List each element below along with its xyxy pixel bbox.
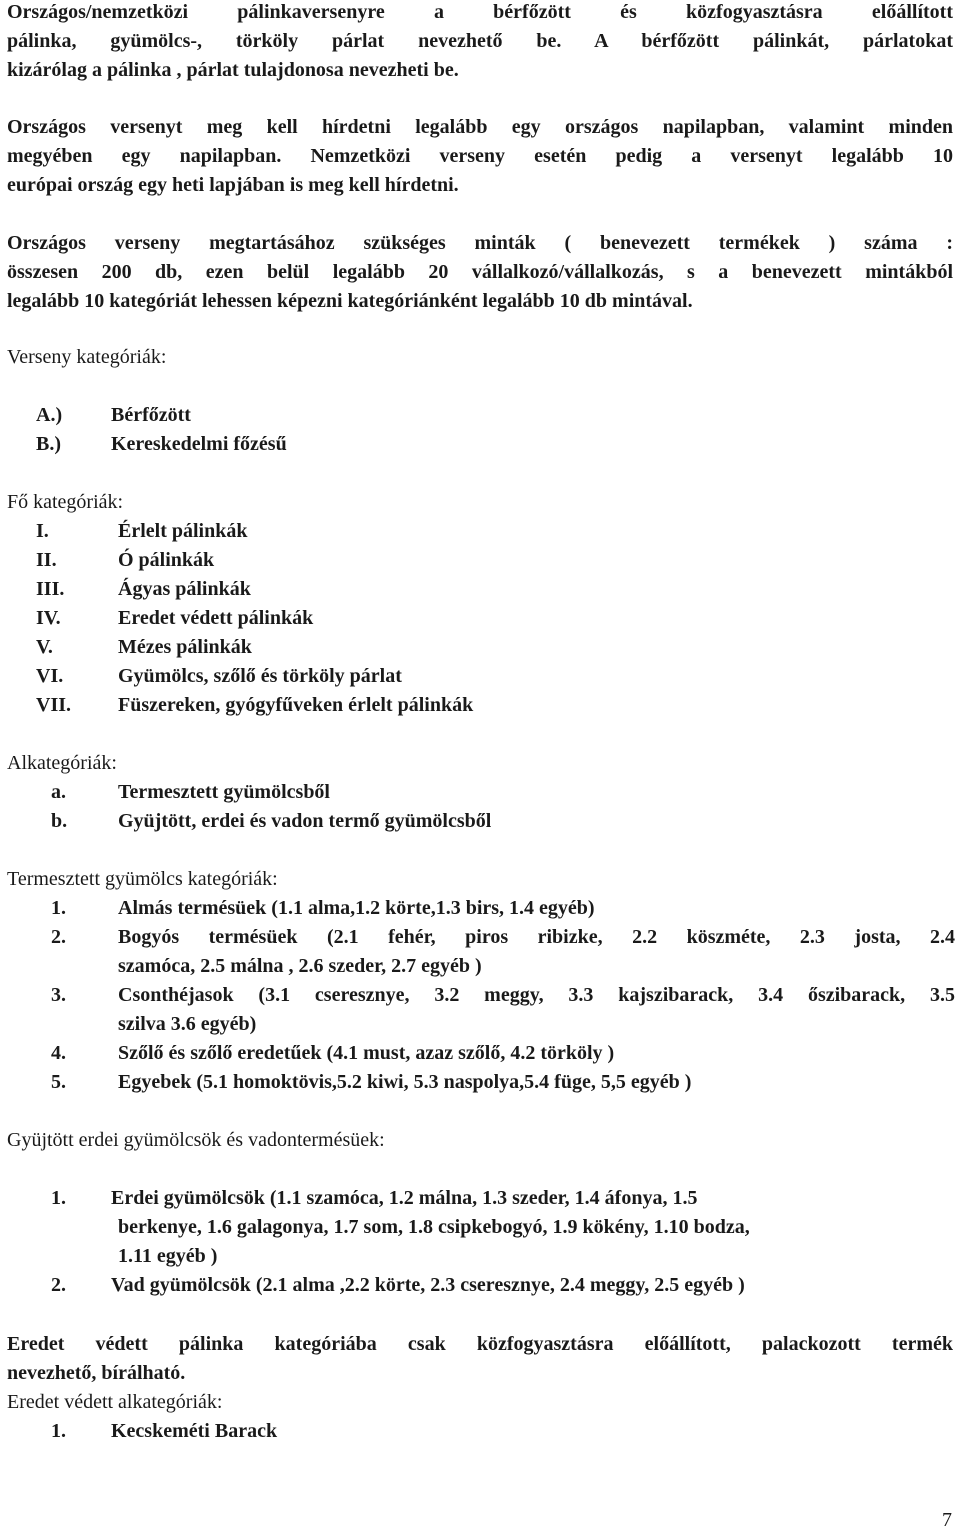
paragraph-line: Országos versenyt meg kell hírdetni legalább egy országos napilapban, valamint minden — [7, 116, 953, 138]
list-item-label: VII. — [36, 694, 72, 716]
list-item-label: III. — [36, 578, 65, 600]
list-item-label: 1. — [51, 897, 66, 919]
section-heading: Eredet védett alkategóriák: — [7, 1391, 223, 1413]
list-item-label: 5. — [51, 1071, 66, 1093]
list-item-label: I. — [36, 520, 49, 542]
paragraph-line: kizárólag a pálinka , párlat tulajdonosa nevezheti be. — [7, 59, 459, 81]
list-item-text: Kecskeméti Barack — [111, 1420, 278, 1442]
list-item-text: Ó pálinkák — [118, 549, 215, 571]
list-item-text: Eredet védett pálinkák — [118, 607, 314, 629]
list-item-label: b. — [51, 810, 68, 832]
list-item-label: 1. — [51, 1187, 66, 1209]
paragraph-line: legalább 10 kategóriát lehessen képezni kategóriánként legalább 10 db mintával. — [7, 290, 693, 312]
paragraph-line: Eredet védett pálinka kategóriába csak közfogyasztásra előállított, palackozott termék — [7, 1333, 953, 1355]
list-item-label: B.) — [36, 433, 61, 455]
section-heading: Verseny kategóriák: — [7, 346, 167, 368]
list-item-text: Kereskedelmi főzésű — [111, 433, 287, 455]
list-item-text: Szőlő és szőlő eredetűek (4.1 must, azaz szőlő, 4.2 törköly ) — [118, 1042, 615, 1064]
section-heading: Gyüjtött erdei gyümölcsök és vadontermésüek: — [7, 1129, 385, 1151]
paragraph-line: Országos verseny megtartásához szükséges minták ( benevezett termékek ) száma : — [7, 232, 953, 254]
list-item-text: Gyümölcs, szőlő és törköly párlat — [118, 665, 402, 687]
list-item-text: Ágyas pálinkák — [118, 578, 251, 600]
section-heading: Fő kategóriák: — [7, 491, 124, 513]
list-item-text: Füszereken, gyógyfűveken érlelt pálinkák — [118, 694, 474, 716]
list-item-text: Almás termésüek (1.1 alma,1.2 körte,1.3 birs, 1.4 egyéb) — [118, 897, 595, 919]
section-heading: Termesztett gyümölcs kategóriák: — [7, 868, 278, 890]
list-item-text: berkenye, 1.6 galagonya, 1.7 som, 1.8 csipkebogyó, 1.9 kökény, 1.10 bodza, — [118, 1216, 750, 1238]
page-number: 7 — [942, 1509, 952, 1531]
list-item-label: V. — [36, 636, 53, 658]
list-item-text: Vad gyümölcsök (2.1 alma ,2.2 körte, 2.3 cseresznye, 2.4 meggy, 2.5 egyéb ) — [111, 1274, 745, 1296]
list-item-text: Érlelt pálinkák — [118, 520, 248, 542]
paragraph-line: megyében egy napilapban. Nemzetközi verseny esetén pedig a versenyt legalább 10 — [7, 145, 953, 167]
list-item-label: 3. — [51, 984, 66, 1006]
list-item-text: Egyebek (5.1 homoktövis,5.2 kiwi, 5.3 naspolya,5.4 füge, 5,5 egyéb ) — [118, 1071, 692, 1093]
list-item-label: 1. — [51, 1420, 66, 1442]
list-item-text: Csonthéjasok (3.1 cseresznye, 3.2 meggy, 3.3 kajszibarack, 3.4 őszibarack, 3.5 — [118, 984, 955, 1006]
list-item-text: Bérfőzött — [111, 404, 191, 426]
paragraph-line: nevezhető, bírálható. — [7, 1362, 186, 1384]
list-item-text: Erdei gyümölcsök (1.1 szamóca, 1.2 málna, 1.3 szeder, 1.4 áfonya, 1.5 — [111, 1187, 698, 1209]
paragraph-line: európai ország egy heti lapjában is meg kell hírdetni. — [7, 174, 459, 196]
list-item-text: szamóca, 2.5 málna , 2.6 szeder, 2.7 egyéb ) — [118, 955, 482, 977]
paragraph-line: Országos/nemzetközi pálinkaversenyre a bérfőzött és közfogyasztásra előállított — [7, 1, 953, 23]
list-item-text: Gyüjtött, erdei és vadon termő gyümölcsből — [118, 810, 492, 832]
list-item-label: 4. — [51, 1042, 66, 1064]
list-item-text: szilva 3.6 egyéb) — [118, 1013, 257, 1035]
list-item-label: IV. — [36, 607, 61, 629]
list-item-text: Termesztett gyümölcsből — [118, 781, 330, 803]
list-item-text: Mézes pálinkák — [118, 636, 252, 658]
list-item-label: II. — [36, 549, 57, 571]
list-item-text: 1.11 egyéb ) — [118, 1245, 218, 1267]
list-item-label: a. — [51, 781, 66, 803]
list-item-text: Bogyós termésüek (2.1 fehér, piros ribizke, 2.2 köszméte, 2.3 josta, 2.4 — [118, 926, 955, 948]
paragraph-line: összesen 200 db, ezen belül legalább 20 vállalkozó/vállalkozás, s a benevezett mintákból — [7, 261, 953, 283]
paragraph-line: pálinka, gyümölcs-, törköly párlat nevezhető be. A bérfőzött pálinkát, párlatokat — [7, 30, 953, 52]
list-item-label: A.) — [36, 404, 63, 426]
list-item-label: VI. — [36, 665, 64, 687]
section-heading: Alkategóriák: — [7, 752, 117, 774]
list-item-label: 2. — [51, 1274, 66, 1296]
list-item-label: 2. — [51, 926, 66, 948]
